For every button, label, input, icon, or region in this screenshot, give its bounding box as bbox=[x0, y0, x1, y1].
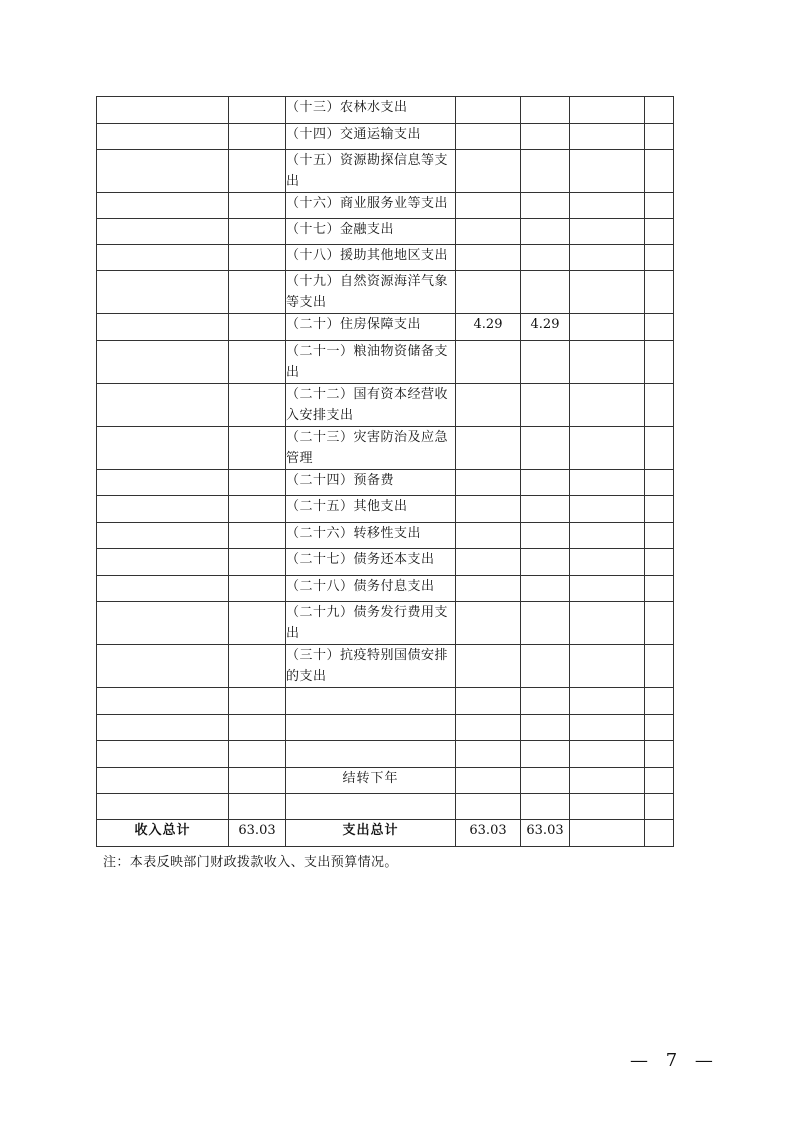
table-row bbox=[97, 341, 674, 384]
expense-general-cell bbox=[521, 470, 570, 496]
cell bbox=[97, 715, 229, 741]
cell bbox=[97, 794, 229, 820]
expense-other-cell bbox=[645, 496, 674, 523]
expense-other-cell bbox=[645, 314, 674, 341]
expense-general-cell bbox=[521, 645, 570, 688]
table-row bbox=[97, 97, 674, 124]
cell bbox=[521, 768, 570, 794]
expense-other-cell bbox=[645, 427, 674, 470]
table-row bbox=[97, 219, 674, 245]
table-row bbox=[97, 124, 674, 150]
expense-other-cell bbox=[645, 124, 674, 150]
expense-item-cell: （二十二）国有资本经营收入安排支出 bbox=[286, 384, 456, 427]
cell bbox=[229, 688, 286, 715]
income-item-cell bbox=[97, 341, 229, 384]
income-total-value: 63.03 bbox=[229, 820, 286, 847]
expense-item-cell: （二十八）债务付息支出 bbox=[286, 576, 456, 602]
cell bbox=[521, 794, 570, 820]
table-row bbox=[97, 470, 674, 496]
expense-other-cell bbox=[645, 576, 674, 602]
cell bbox=[645, 741, 674, 768]
expense-fund-cell bbox=[570, 314, 645, 341]
cell bbox=[521, 688, 570, 715]
expense-total-cell bbox=[456, 645, 521, 688]
cell bbox=[645, 794, 674, 820]
expense-item-cell: （十六）商业服务业等支出 bbox=[286, 193, 456, 219]
income-value-cell bbox=[229, 314, 286, 341]
cell bbox=[570, 715, 645, 741]
income-value-cell bbox=[229, 219, 286, 245]
income-item-cell bbox=[97, 496, 229, 523]
expense-fund-cell bbox=[570, 193, 645, 219]
carry-forward-row bbox=[97, 768, 674, 794]
table-row bbox=[97, 314, 674, 341]
expense-general-cell bbox=[521, 271, 570, 314]
expense-fund-cell bbox=[570, 549, 645, 576]
cell bbox=[570, 794, 645, 820]
expense-general-cell bbox=[521, 219, 570, 245]
expense-general-cell bbox=[521, 384, 570, 427]
table-row bbox=[97, 427, 674, 470]
expense-general-cell bbox=[521, 427, 570, 470]
table-row bbox=[97, 384, 674, 427]
income-value-cell bbox=[229, 193, 286, 219]
expense-total-cell bbox=[456, 384, 521, 427]
expense-general-cell: 4.29 bbox=[521, 314, 570, 341]
cell bbox=[229, 741, 286, 768]
table-row bbox=[97, 245, 674, 271]
income-value-cell bbox=[229, 496, 286, 523]
expense-total-cell bbox=[456, 150, 521, 193]
expense-total-cell bbox=[456, 470, 521, 496]
expense-fund-cell bbox=[570, 427, 645, 470]
expense-item-cell: （十九）自然资源海洋气象等支出 bbox=[286, 271, 456, 314]
cell bbox=[97, 741, 229, 768]
expense-fund-cell bbox=[570, 576, 645, 602]
expense-fund-cell bbox=[570, 602, 645, 645]
income-item-cell bbox=[97, 193, 229, 219]
cell bbox=[286, 741, 456, 768]
expense-item-cell: （二十四）预备费 bbox=[286, 470, 456, 496]
expense-total-cell: 4.29 bbox=[456, 314, 521, 341]
cell bbox=[97, 768, 229, 794]
expense-total-cell bbox=[456, 193, 521, 219]
expense-general-cell bbox=[521, 496, 570, 523]
expense-other-cell bbox=[645, 341, 674, 384]
expense-fund-cell bbox=[570, 341, 645, 384]
expense-item-cell: （三十）抗疫特别国债安排的支出 bbox=[286, 645, 456, 688]
income-value-cell bbox=[229, 645, 286, 688]
expense-item-cell: （二十一）粮油物资储备支出 bbox=[286, 341, 456, 384]
expense-total-cell bbox=[456, 523, 521, 549]
expense-general-cell bbox=[521, 193, 570, 219]
expense-other-cell bbox=[645, 219, 674, 245]
expense-general-cell bbox=[521, 576, 570, 602]
expense-other-cell bbox=[645, 271, 674, 314]
expense-fund-cell bbox=[570, 245, 645, 271]
blank-row bbox=[97, 741, 674, 768]
expense-general-cell bbox=[521, 523, 570, 549]
expense-general-cell bbox=[521, 549, 570, 576]
expense-total-cell bbox=[456, 496, 521, 523]
cell bbox=[456, 794, 521, 820]
income-value-cell bbox=[229, 384, 286, 427]
expense-total-cell bbox=[456, 97, 521, 124]
expense-fund-cell bbox=[570, 150, 645, 193]
income-value-cell bbox=[229, 150, 286, 193]
table-row bbox=[97, 523, 674, 549]
income-item-cell bbox=[97, 97, 229, 124]
expense-total-cell bbox=[456, 549, 521, 576]
expense-fund-cell bbox=[570, 470, 645, 496]
cell bbox=[570, 741, 645, 768]
expense-other-cell bbox=[645, 245, 674, 271]
table-row bbox=[97, 576, 674, 602]
expense-other-cell bbox=[645, 384, 674, 427]
income-item-cell bbox=[97, 602, 229, 645]
income-item-cell bbox=[97, 470, 229, 496]
income-value-cell bbox=[229, 470, 286, 496]
cell bbox=[286, 794, 456, 820]
cell bbox=[521, 741, 570, 768]
table-footnote: 注：本表反映部门财政拨款收入、支出预算情况。 bbox=[103, 855, 398, 870]
income-item-cell bbox=[97, 427, 229, 470]
expense-fund-cell bbox=[570, 496, 645, 523]
cell bbox=[229, 794, 286, 820]
table-body bbox=[97, 97, 674, 847]
expense-total-cell bbox=[456, 427, 521, 470]
cell bbox=[97, 688, 229, 715]
expense-fund-cell bbox=[570, 97, 645, 124]
expense-total-cell bbox=[456, 271, 521, 314]
income-item-cell bbox=[97, 124, 229, 150]
table-row bbox=[97, 193, 674, 219]
blank-row bbox=[97, 794, 674, 820]
income-value-cell bbox=[229, 523, 286, 549]
expense-item-cell: （十八）援助其他地区支出 bbox=[286, 245, 456, 271]
expense-total-cell bbox=[456, 341, 521, 384]
expense-total-cell bbox=[456, 602, 521, 645]
expense-other-cell bbox=[645, 193, 674, 219]
table-row bbox=[97, 150, 674, 193]
expense-item-cell: （二十七）债务还本支出 bbox=[286, 549, 456, 576]
cell bbox=[456, 741, 521, 768]
income-value-cell bbox=[229, 341, 286, 384]
expense-fund-cell bbox=[570, 219, 645, 245]
blank-row bbox=[97, 688, 674, 715]
budget-table bbox=[96, 96, 674, 847]
expense-other-cell bbox=[645, 97, 674, 124]
cell bbox=[645, 768, 674, 794]
blank-row bbox=[97, 715, 674, 741]
income-item-cell bbox=[97, 219, 229, 245]
cell bbox=[570, 688, 645, 715]
expense-fund-cell bbox=[570, 124, 645, 150]
expense-total-cell bbox=[456, 124, 521, 150]
total-row bbox=[97, 820, 674, 847]
cell bbox=[521, 715, 570, 741]
expense-other-cell bbox=[645, 602, 674, 645]
expense-total-label: 支出总计 bbox=[286, 820, 456, 847]
expense-item-cell: （十五）资源勘探信息等支出 bbox=[286, 150, 456, 193]
expense-fund-cell bbox=[570, 645, 645, 688]
expense-general-cell bbox=[521, 97, 570, 124]
cell bbox=[229, 768, 286, 794]
expense-item-cell: （二十六）转移性支出 bbox=[286, 523, 456, 549]
income-value-cell bbox=[229, 427, 286, 470]
income-item-cell bbox=[97, 314, 229, 341]
expense-item-cell: （二十五）其他支出 bbox=[286, 496, 456, 523]
income-item-cell bbox=[97, 245, 229, 271]
expense-fund-cell bbox=[570, 384, 645, 427]
table-row bbox=[97, 271, 674, 314]
page-number: — 7 — bbox=[630, 1050, 719, 1071]
income-value-cell bbox=[229, 602, 286, 645]
income-item-cell bbox=[97, 549, 229, 576]
cell bbox=[645, 688, 674, 715]
expense-total-cell bbox=[456, 576, 521, 602]
cell bbox=[456, 715, 521, 741]
cell bbox=[570, 820, 645, 847]
income-item-cell bbox=[97, 384, 229, 427]
expense-general-cell bbox=[521, 602, 570, 645]
expense-item-cell: （十四）交通运输支出 bbox=[286, 124, 456, 150]
cell bbox=[456, 688, 521, 715]
expense-general-cell bbox=[521, 341, 570, 384]
expense-general-cell bbox=[521, 124, 570, 150]
table-row bbox=[97, 549, 674, 576]
expense-fund-cell bbox=[570, 271, 645, 314]
expense-general-cell bbox=[521, 150, 570, 193]
table-row bbox=[97, 496, 674, 523]
expense-general-cell bbox=[521, 245, 570, 271]
income-value-cell bbox=[229, 576, 286, 602]
income-item-cell bbox=[97, 523, 229, 549]
expense-item-cell: （二十九）债务发行费用支出 bbox=[286, 602, 456, 645]
expense-total-cell bbox=[456, 245, 521, 271]
expense-other-cell bbox=[645, 150, 674, 193]
expense-other-cell bbox=[645, 523, 674, 549]
income-item-cell bbox=[97, 576, 229, 602]
expense-other-cell bbox=[645, 470, 674, 496]
income-item-cell bbox=[97, 271, 229, 314]
cell bbox=[229, 715, 286, 741]
expense-other-cell bbox=[645, 645, 674, 688]
expense-other-cell bbox=[645, 549, 674, 576]
expense-item-cell: （十三）农林水支出 bbox=[286, 97, 456, 124]
income-value-cell bbox=[229, 245, 286, 271]
income-value-cell bbox=[229, 549, 286, 576]
table-row bbox=[97, 602, 674, 645]
cell bbox=[570, 768, 645, 794]
cell bbox=[456, 768, 521, 794]
expense-fund-cell bbox=[570, 523, 645, 549]
carry-forward-label: 结转下年 bbox=[286, 768, 456, 794]
income-item-cell bbox=[97, 645, 229, 688]
cell bbox=[286, 688, 456, 715]
expense-total-v2: 63.03 bbox=[521, 820, 570, 847]
expense-total-cell bbox=[456, 219, 521, 245]
cell bbox=[645, 820, 674, 847]
income-item-cell bbox=[97, 150, 229, 193]
income-total-label: 收入总计 bbox=[97, 820, 229, 847]
expense-item-cell: （二十三）灾害防治及应急管理 bbox=[286, 427, 456, 470]
expense-item-cell: （十七）金融支出 bbox=[286, 219, 456, 245]
expense-item-cell: （二十）住房保障支出 bbox=[286, 314, 456, 341]
cell bbox=[286, 715, 456, 741]
income-value-cell bbox=[229, 124, 286, 150]
expense-total-v1: 63.03 bbox=[456, 820, 521, 847]
table-row bbox=[97, 645, 674, 688]
income-value-cell bbox=[229, 97, 286, 124]
cell bbox=[645, 715, 674, 741]
income-value-cell bbox=[229, 271, 286, 314]
